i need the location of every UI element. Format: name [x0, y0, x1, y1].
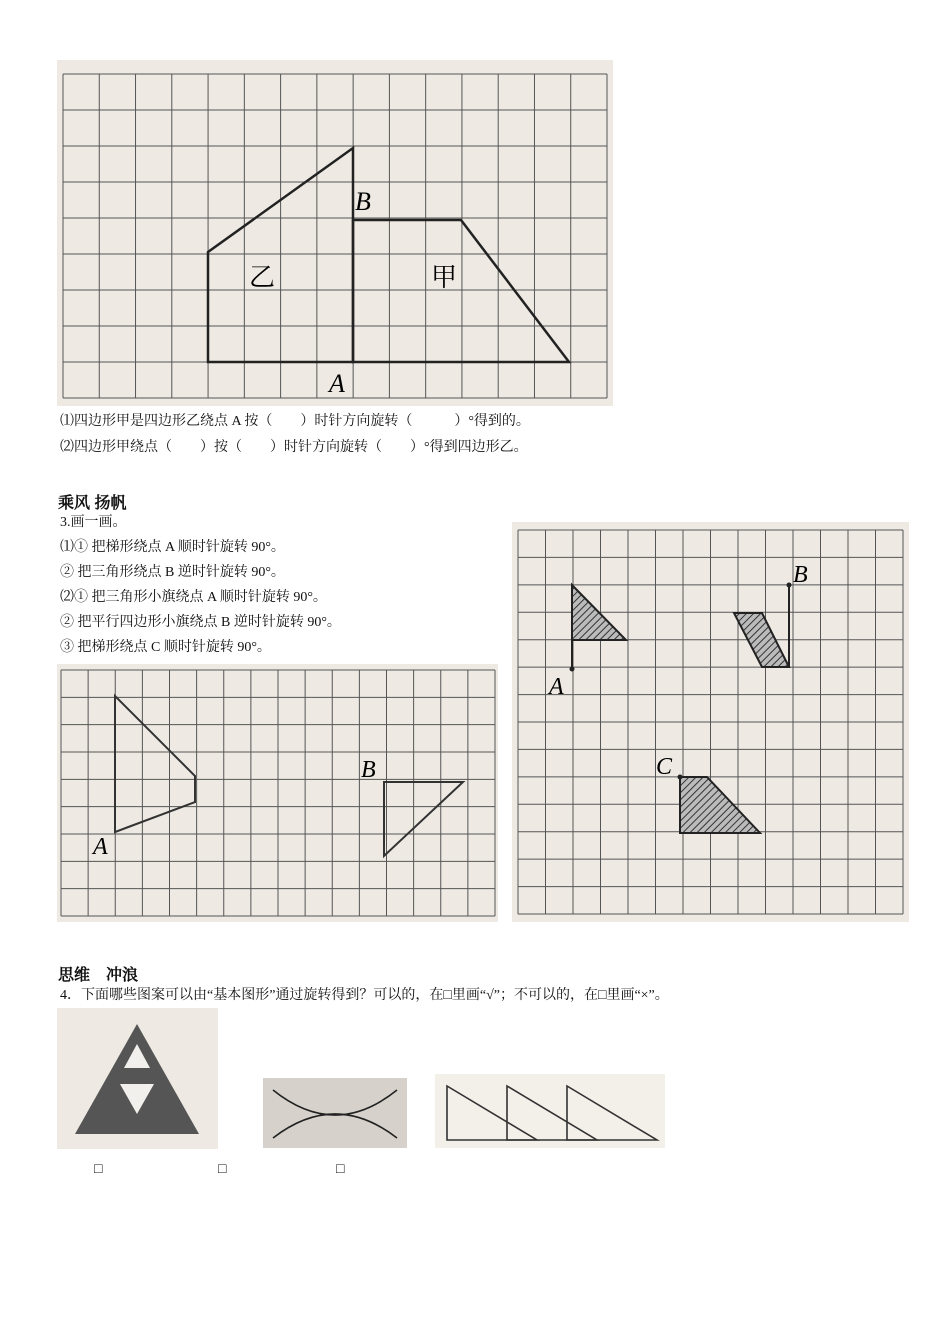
trapezoid-shape — [115, 696, 195, 832]
section2-heading: 乘风 扬帆 — [58, 495, 127, 512]
section3-heading: 思维 冲浪 — [58, 967, 139, 984]
label-yi: 乙 — [249, 263, 276, 292]
pattern-arcs-svg — [263, 1078, 407, 1148]
q3-item-2: ② 把三角形绕点 B 逆时针旋转 90°。 — [60, 565, 285, 580]
q4-text: 4．下面哪些图案可以由“基本图形”通过旋转得到？可以的，在□里画“√”；不可以的，在□里画“×”。 — [60, 988, 669, 1003]
label-A: A — [329, 369, 345, 398]
answer-box-2[interactable]: □ — [218, 1162, 227, 1177]
q3-item-1: ⑴① 把梯形绕点 A 顺时针旋转 90°。 — [60, 540, 285, 555]
q3-item-5: ③ 把梯形绕点 C 顺时针旋转 90°。 — [60, 640, 271, 655]
q1-text: ⑴四边形甲是四边形乙绕点 A 按（ ）时针方向旋转（ ）°得到的。 — [60, 414, 530, 429]
grid3-svg — [512, 522, 909, 922]
quadrilateral-jia — [353, 220, 569, 362]
point-B-dot — [787, 583, 792, 588]
pattern-right-triangles-image — [435, 1074, 665, 1148]
answer-box-3[interactable]: □ — [336, 1162, 345, 1177]
pattern-triangle-svg — [57, 1008, 218, 1149]
q2-text: ⑵四边形甲绕点（ ）按（ ）时针方向旋转（ ）°得到四边形乙。 — [60, 440, 528, 455]
grid2-label-A: A — [93, 834, 108, 860]
grid3-label-B: B — [793, 562, 808, 588]
point-A-dot — [570, 667, 575, 672]
grid1-svg — [57, 60, 613, 406]
label-B: B — [355, 187, 371, 216]
triangle-shape — [384, 782, 463, 856]
point-C-dot — [678, 775, 683, 780]
grid2-svg — [57, 664, 498, 922]
q3-item-3: ⑵① 把三角形小旗绕点 A 顺时针旋转 90°。 — [60, 590, 327, 605]
pattern-triangle-image — [57, 1008, 218, 1149]
hatched-trapezoid — [680, 777, 760, 833]
grid3-label-C: C — [656, 754, 673, 780]
grid2-label-B: B — [361, 757, 376, 783]
pattern-right-triangles-svg — [435, 1074, 665, 1148]
flags-grid-figure — [512, 522, 909, 922]
quadrilateral-grid-figure — [57, 60, 613, 406]
answer-box-1[interactable]: □ — [94, 1162, 103, 1177]
pattern-arcs-image — [263, 1078, 407, 1148]
label-jia: 甲 — [431, 263, 458, 292]
q3-item-4: ② 把平行四边形小旗绕点 B 逆时针旋转 90°。 — [60, 615, 341, 630]
grid3-label-A: A — [549, 674, 564, 700]
q3-title: 3.画一画。 — [60, 515, 127, 530]
trapezoid-triangle-grid-figure — [57, 664, 498, 922]
